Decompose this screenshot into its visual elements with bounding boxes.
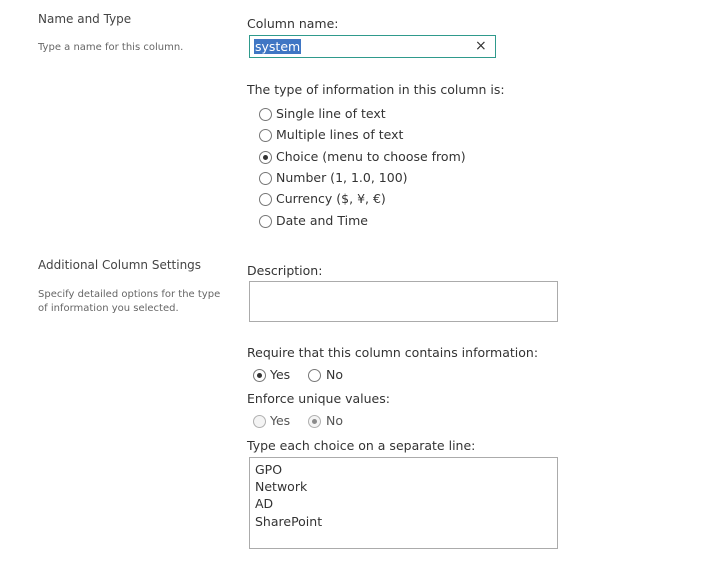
choice-line: GPO	[255, 462, 283, 477]
section-title-additional-settings: Additional Column Settings	[38, 258, 202, 272]
description-textarea[interactable]	[249, 281, 558, 322]
radio-selected-icon[interactable]	[253, 369, 266, 382]
require-info-yes[interactable]	[253, 367, 303, 385]
type-radio-group	[259, 106, 519, 234]
enforce-unique-no[interactable]	[308, 413, 358, 431]
section-title-name-and-type: Name and Type	[38, 12, 132, 26]
type-option-label: Currency ($, ¥, €)	[276, 191, 386, 206]
enforce-unique-label: Enforce unique values:	[247, 391, 390, 406]
radio-icon[interactable]	[308, 369, 321, 382]
radio-disabled-icon[interactable]	[253, 415, 266, 428]
radio-icon[interactable]	[259, 129, 272, 142]
radio-icon[interactable]	[259, 215, 272, 228]
column-name-input[interactable]	[249, 35, 496, 58]
radio-icon[interactable]	[259, 172, 272, 185]
type-option-label: Choice (menu to choose from)	[276, 149, 466, 164]
type-option-single-line[interactable]	[259, 106, 519, 124]
require-info-yes-label: Yes	[270, 367, 291, 382]
radio-icon[interactable]	[259, 108, 272, 121]
require-info-label: Require that this column contains information:	[247, 345, 539, 360]
type-option-currency[interactable]	[259, 191, 519, 209]
enforce-unique-yes[interactable]	[253, 413, 303, 431]
enforce-unique-no-label: No	[326, 413, 343, 428]
choices-label: Type each choice on a separate line:	[247, 438, 476, 453]
type-option-multiple-lines[interactable]	[259, 127, 519, 145]
radio-selected-icon[interactable]	[259, 151, 272, 164]
type-option-label: Multiple lines of text	[276, 127, 404, 142]
section-description-name-and-type: Type a name for this column.	[38, 42, 184, 53]
type-option-label: Number (1, 1.0, 100)	[276, 170, 408, 185]
type-option-choice[interactable]	[259, 149, 519, 167]
choice-line: SharePoint	[255, 514, 323, 529]
require-info-no-label: No	[326, 367, 343, 382]
section-description-additional-settings: Specify detailed options for the type of information you selected.	[38, 289, 221, 314]
require-info-no[interactable]	[308, 367, 358, 385]
type-option-date-time[interactable]	[259, 213, 519, 231]
type-info-label: The type of information in this column is:	[247, 82, 505, 97]
enforce-unique-radio-group	[253, 413, 373, 431]
enforce-unique-yes-label: Yes	[270, 413, 291, 428]
type-option-label: Date and Time	[276, 213, 368, 228]
type-option-label: Single line of text	[276, 106, 386, 121]
choice-line: Network	[255, 479, 308, 494]
choices-textarea[interactable]	[249, 457, 558, 549]
close-icon[interactable]: ×	[475, 38, 487, 54]
column-name-value: system	[255, 39, 301, 54]
radio-icon[interactable]	[259, 193, 272, 206]
type-option-number[interactable]	[259, 170, 519, 188]
column-name-label: Column name:	[247, 16, 339, 31]
radio-disabled-selected-icon[interactable]	[308, 415, 321, 428]
require-info-radio-group	[253, 367, 373, 385]
choice-line: AD	[255, 496, 274, 511]
description-label: Description:	[247, 263, 323, 278]
